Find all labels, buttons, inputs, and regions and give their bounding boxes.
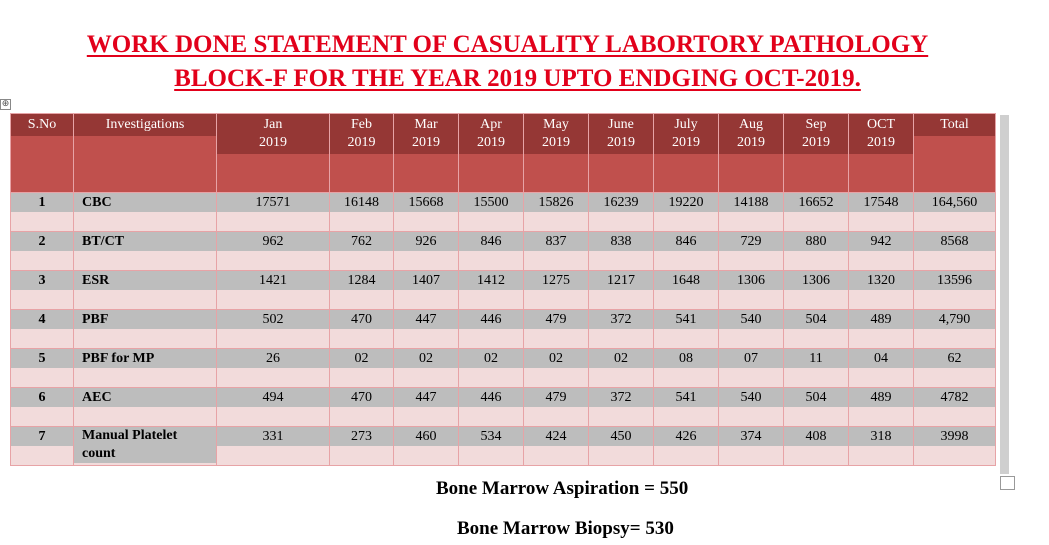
month-value-cell <box>589 349 654 388</box>
bone-marrow-biopsy-text: Bone Marrow Biopsy= 530 <box>457 518 674 539</box>
investigation-name <box>74 193 216 212</box>
serial-number: 7 <box>11 427 73 446</box>
month-value-cell <box>394 193 459 232</box>
month-value: 470 <box>330 310 393 329</box>
month-value-cell <box>654 349 719 388</box>
column-header-top: Feb <box>351 117 372 132</box>
month-value-cell <box>784 193 849 232</box>
document-title-line-2: BLOCK-F FOR THE YEAR 2019 UPTO ENDGING OCT-2019. <box>174 65 861 92</box>
column-header <box>11 114 74 193</box>
investigation-cell <box>74 232 217 271</box>
month-value: 372 <box>589 310 653 329</box>
total-cell <box>914 310 996 349</box>
month-value: 1306 <box>719 271 783 290</box>
investigation-cell <box>74 271 217 310</box>
total-value: 164,560 <box>914 193 995 212</box>
month-value-cell <box>394 271 459 310</box>
month-value: 846 <box>654 232 718 251</box>
column-header-top: Aug <box>738 117 764 132</box>
month-value-cell <box>719 310 784 349</box>
month-value-cell <box>589 310 654 349</box>
month-value: 1275 <box>524 271 588 290</box>
month-value-cell <box>524 349 589 388</box>
investigation-name <box>74 232 216 251</box>
month-value-cell <box>459 310 524 349</box>
column-header-label <box>459 114 523 154</box>
month-value-cell <box>654 388 719 427</box>
month-value-cell <box>330 349 394 388</box>
month-value: 02 <box>330 349 393 368</box>
column-header-top: Total <box>940 117 969 132</box>
column-header-label <box>74 114 216 136</box>
month-value: 504 <box>784 310 848 329</box>
column-header-top: Sep <box>805 117 827 132</box>
table-row <box>11 310 996 349</box>
serial-number-cell <box>11 388 74 427</box>
serial-number: 2 <box>11 232 73 251</box>
month-value: 540 <box>719 310 783 329</box>
month-value: 762 <box>330 232 393 251</box>
column-header-top: Mar <box>414 117 438 132</box>
month-value: 15826 <box>524 193 588 212</box>
month-value: 1648 <box>654 271 718 290</box>
month-value-cell <box>719 427 784 466</box>
month-value-cell <box>784 271 849 310</box>
bone-marrow-aspiration-text: Bone Marrow Aspiration = 550 <box>436 478 689 499</box>
month-value-cell <box>459 232 524 271</box>
month-value: 837 <box>524 232 588 251</box>
investigation-name <box>74 427 216 463</box>
month-value: 372 <box>589 388 653 407</box>
total-value: 13596 <box>914 271 995 290</box>
month-value-cell <box>589 388 654 427</box>
table-side-bar <box>1000 115 1009 474</box>
month-value-cell <box>654 310 719 349</box>
column-header-top: Investigations <box>105 117 185 132</box>
serial-number: 6 <box>11 388 73 407</box>
month-value-cell <box>654 193 719 232</box>
column-header-label <box>719 114 783 154</box>
month-value-cell <box>394 388 459 427</box>
month-value: 14188 <box>719 193 783 212</box>
column-header <box>654 114 719 193</box>
investigation-name-line-1: ESR <box>82 273 110 288</box>
column-header <box>394 114 459 193</box>
column-header-top: May <box>543 117 569 132</box>
month-value: 08 <box>654 349 718 368</box>
month-value-cell <box>524 193 589 232</box>
month-value: 02 <box>524 349 588 368</box>
month-value: 446 <box>459 388 523 407</box>
month-value: 16148 <box>330 193 393 212</box>
month-value-cell <box>330 193 394 232</box>
month-value: 1217 <box>589 271 653 290</box>
total-cell <box>914 349 996 388</box>
month-value: 02 <box>459 349 523 368</box>
month-value-cell <box>524 427 589 466</box>
month-value: 16239 <box>589 193 653 212</box>
month-value: 494 <box>217 388 329 407</box>
month-value-cell <box>217 193 330 232</box>
month-value-cell <box>784 388 849 427</box>
month-value: 838 <box>589 232 653 251</box>
column-header-top: Apr <box>480 117 502 132</box>
investigation-cell <box>74 310 217 349</box>
month-value-cell <box>654 271 719 310</box>
column-header <box>849 114 914 193</box>
total-value: 3998 <box>914 427 995 446</box>
month-value-cell <box>459 349 524 388</box>
month-value: 426 <box>654 427 718 446</box>
month-value-cell <box>589 427 654 466</box>
month-value: 447 <box>394 310 458 329</box>
document-title-line-1: WORK DONE STATEMENT OF CASUALITY LABORTORY PATHOLOGY <box>86 31 929 58</box>
column-header-top: S.No <box>27 117 57 132</box>
month-value-cell <box>217 427 330 466</box>
column-header-bottom: 2019 <box>347 135 376 150</box>
month-value: 489 <box>849 310 913 329</box>
month-value: 447 <box>394 388 458 407</box>
month-value: 424 <box>524 427 588 446</box>
month-value: 926 <box>394 232 458 251</box>
month-value: 846 <box>459 232 523 251</box>
total-value: 4782 <box>914 388 995 407</box>
month-value-cell <box>459 427 524 466</box>
month-value-cell <box>394 310 459 349</box>
month-value-cell <box>719 349 784 388</box>
table-row <box>11 427 996 466</box>
month-value: 541 <box>654 310 718 329</box>
month-value: 489 <box>849 388 913 407</box>
column-header-bottom: 2019 <box>259 135 287 150</box>
month-value: 11 <box>784 349 848 368</box>
month-value-cell <box>217 271 330 310</box>
investigation-name-line-1: PBF for MP <box>82 351 155 366</box>
column-header-label <box>914 114 995 136</box>
month-value: 541 <box>654 388 718 407</box>
investigation-name <box>74 388 216 407</box>
month-value: 450 <box>589 427 653 446</box>
month-value: 534 <box>459 427 523 446</box>
month-value: 15668 <box>394 193 458 212</box>
month-value-cell <box>459 388 524 427</box>
column-header-top: Jan <box>263 117 283 132</box>
column-header <box>74 114 217 193</box>
month-value-cell <box>719 271 784 310</box>
column-header-label <box>784 114 848 154</box>
month-value-cell <box>654 427 719 466</box>
column-header-top: OCT <box>867 117 895 132</box>
month-value-cell <box>394 427 459 466</box>
month-value: 17548 <box>849 193 913 212</box>
month-value: 479 <box>524 310 588 329</box>
column-header <box>459 114 524 193</box>
month-value: 1412 <box>459 271 523 290</box>
month-value-cell <box>459 193 524 232</box>
investigation-cell <box>74 193 217 232</box>
month-value: 1320 <box>849 271 913 290</box>
column-header <box>217 114 330 193</box>
investigation-name-line-2: count <box>82 446 116 461</box>
month-value-cell <box>524 310 589 349</box>
month-value-cell <box>719 232 784 271</box>
month-value: 1284 <box>330 271 393 290</box>
month-value-cell <box>330 232 394 271</box>
month-value: 502 <box>217 310 329 329</box>
serial-number: 1 <box>11 193 73 212</box>
month-value: 1421 <box>217 271 329 290</box>
month-value: 1407 <box>394 271 458 290</box>
table-row <box>11 349 996 388</box>
column-header-label <box>11 114 73 136</box>
month-value: 460 <box>394 427 458 446</box>
month-value: 273 <box>330 427 393 446</box>
column-header-bottom: 2019 <box>802 135 830 150</box>
column-header-top: July <box>674 117 698 132</box>
investigation-name-line-1: CBC <box>82 195 112 210</box>
serial-number: 4 <box>11 310 73 329</box>
month-value: 1306 <box>784 271 848 290</box>
month-value: 17571 <box>217 193 329 212</box>
month-value-cell <box>784 349 849 388</box>
month-value: 729 <box>719 232 783 251</box>
month-value-cell <box>719 193 784 232</box>
investigation-name <box>74 349 216 368</box>
investigation-name-line-1: PBF <box>82 312 109 327</box>
month-value-cell <box>459 271 524 310</box>
month-value-cell <box>589 193 654 232</box>
investigation-cell <box>74 388 217 427</box>
column-header-label <box>217 114 329 154</box>
column-header-label <box>589 114 653 154</box>
table-row <box>11 232 996 271</box>
table-row <box>11 193 996 232</box>
month-value: 15500 <box>459 193 523 212</box>
serial-number: 5 <box>11 349 73 368</box>
month-value-cell <box>217 232 330 271</box>
month-value: 962 <box>217 232 329 251</box>
month-value-cell <box>654 232 719 271</box>
month-value: 446 <box>459 310 523 329</box>
investigation-name-line-1: Manual Platelet <box>82 428 178 443</box>
month-value: 880 <box>784 232 848 251</box>
month-value-cell <box>784 427 849 466</box>
month-value-cell <box>394 232 459 271</box>
column-header <box>589 114 654 193</box>
month-value: 26 <box>217 349 329 368</box>
month-value: 374 <box>719 427 783 446</box>
serial-number-cell <box>11 193 74 232</box>
column-header-bottom: 2019 <box>737 135 765 150</box>
month-value-cell <box>394 349 459 388</box>
month-value-cell <box>589 232 654 271</box>
column-header <box>784 114 849 193</box>
column-header-top: June <box>608 117 634 132</box>
month-value: 504 <box>784 388 848 407</box>
month-value-cell <box>524 271 589 310</box>
month-value-cell <box>849 193 914 232</box>
investigation-name <box>74 310 216 329</box>
month-value-cell <box>524 232 589 271</box>
column-header-label <box>654 114 718 154</box>
column-header-label <box>849 114 913 154</box>
column-header <box>719 114 784 193</box>
column-header <box>914 114 996 193</box>
month-value-cell <box>784 310 849 349</box>
table-move-handle-icon[interactable]: ⊕ <box>1 99 10 109</box>
month-value: 19220 <box>654 193 718 212</box>
total-cell <box>914 427 996 466</box>
investigation-name-line-1: BT/CT <box>82 234 125 249</box>
column-header <box>524 114 589 193</box>
month-value-cell <box>524 388 589 427</box>
month-value-cell <box>217 310 330 349</box>
month-value-cell <box>330 388 394 427</box>
month-value-cell <box>849 349 914 388</box>
investigation-name <box>74 271 216 290</box>
month-value-cell <box>849 271 914 310</box>
serial-number-cell <box>11 271 74 310</box>
column-header-bottom: 2019 <box>412 135 440 150</box>
total-value: 8568 <box>914 232 995 251</box>
column-header <box>330 114 394 193</box>
column-header-label <box>394 114 458 154</box>
month-value-cell <box>330 427 394 466</box>
month-value: 318 <box>849 427 913 446</box>
month-value-cell <box>589 271 654 310</box>
month-value-cell <box>330 310 394 349</box>
month-value: 470 <box>330 388 393 407</box>
investigation-cell <box>74 349 217 388</box>
total-value: 4,790 <box>914 310 995 329</box>
column-header-bottom: 2019 <box>867 135 895 150</box>
month-value-cell <box>784 232 849 271</box>
month-value-cell <box>849 427 914 466</box>
total-cell <box>914 388 996 427</box>
month-value: 540 <box>719 388 783 407</box>
investigation-cell <box>74 427 217 466</box>
month-value-cell <box>719 388 784 427</box>
month-value-cell <box>849 310 914 349</box>
total-cell <box>914 232 996 271</box>
month-value: 02 <box>589 349 653 368</box>
column-header-bottom: 2019 <box>607 135 635 150</box>
column-header-bottom: 2019 <box>672 135 700 150</box>
month-value-cell <box>217 349 330 388</box>
column-header-bottom: 2019 <box>542 135 570 150</box>
serial-number-cell <box>11 310 74 349</box>
serial-number: 3 <box>11 271 73 290</box>
total-value: 62 <box>914 349 995 368</box>
total-cell <box>914 193 996 232</box>
serial-number-cell <box>11 427 74 466</box>
month-value: 02 <box>394 349 458 368</box>
month-value-cell <box>849 232 914 271</box>
month-value: 408 <box>784 427 848 446</box>
month-value-cell <box>849 388 914 427</box>
month-value: 331 <box>217 427 329 446</box>
table-row <box>11 388 996 427</box>
month-value: 04 <box>849 349 913 368</box>
table-row <box>11 271 996 310</box>
month-value: 16652 <box>784 193 848 212</box>
work-done-table <box>10 113 996 466</box>
total-cell <box>914 271 996 310</box>
month-value-cell <box>217 388 330 427</box>
table-resize-handle[interactable] <box>1000 476 1015 490</box>
column-header-bottom: 2019 <box>477 135 505 150</box>
month-value: 942 <box>849 232 913 251</box>
column-header-label <box>330 114 393 154</box>
month-value: 07 <box>719 349 783 368</box>
serial-number-cell <box>11 349 74 388</box>
investigation-name-line-1: AEC <box>82 390 112 405</box>
column-header-label <box>524 114 588 154</box>
table-header-row <box>11 114 996 193</box>
month-value: 479 <box>524 388 588 407</box>
serial-number-cell <box>11 232 74 271</box>
month-value-cell <box>330 271 394 310</box>
